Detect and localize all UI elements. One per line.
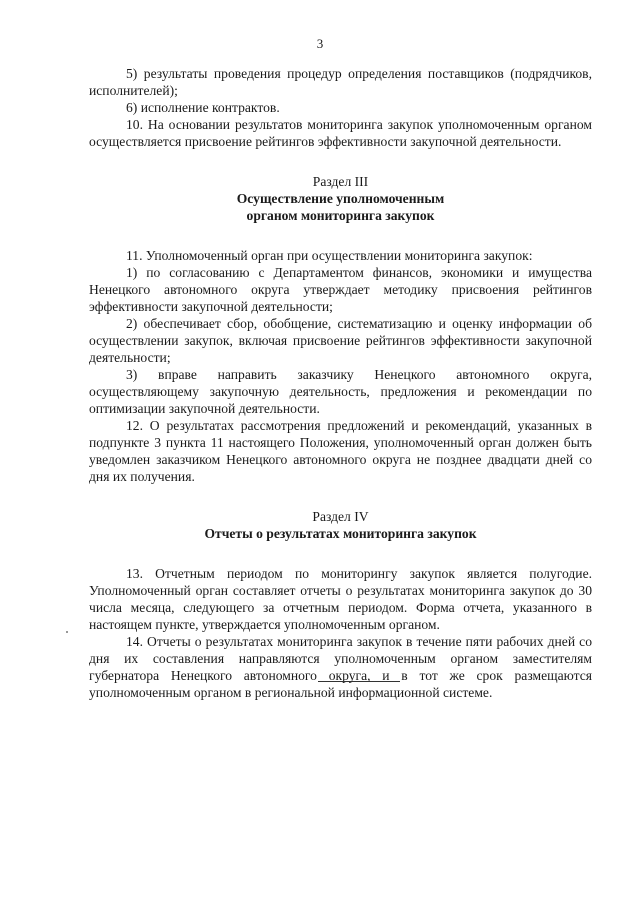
- spacer: [89, 150, 592, 173]
- spacer: [89, 224, 592, 247]
- section-heading: Отчеты о результатах мониторинга закупок: [204, 526, 477, 541]
- paragraph: 10. На основании результатов мониторинга закупок уполномоченным органом осуществляется присвоение рейтингов эффективности закупочной деятельности.: [89, 117, 592, 149]
- list-item: 3) вправе направить заказчику Ненецкого автономного округа, осуществляющему закупочную деятельность, предложения и рекомендации по оптимизации закупочной деятельности.: [89, 367, 592, 416]
- paragraph: 13. Отчетным периодом по мониторингу закупок является полугодие. Уполномоченный орган составляет отчеты о результатах мониторинга закупок до 30 числа месяца, следующего за отчетным периодом. Форма отчета, указанного в настоящем пункте, утверждается уполномоченным органом.: [89, 566, 592, 632]
- margin-mark: [66, 631, 68, 633]
- page-number: 3: [316, 36, 324, 51]
- section-heading: органом мониторинга закупок: [246, 208, 435, 223]
- section-label: Раздел III: [312, 174, 369, 189]
- spacer: [89, 485, 592, 508]
- paragraph: 14. Отчеты о результатах мониторинга закупок в течение пяти рабочих дней со дня их составления направляются уполномоченным органом заместителям губернатора Ненецкого автономного округа, и в тот же срок размещаются уполномоченным органом в региональной информационной системе.: [89, 634, 592, 700]
- spacer: [89, 542, 592, 565]
- list-item: 6) исполнение контрактов.: [126, 100, 280, 115]
- list-item: 2) обеспечивает сбор, обобщение, систематизацию и оценку информации об осуществлении закупок, включая присвоение рейтингов эффективности закупочной деятельности;: [89, 316, 592, 365]
- list-item: 5) результаты проведения процедур определения поставщиков (подрядчиков, исполнителей);: [89, 66, 592, 98]
- section-heading: Осуществление уполномоченным: [236, 191, 445, 206]
- section-label: Раздел IV: [312, 509, 369, 524]
- paragraph: 11. Уполномоченный орган при осуществлении мониторинга закупок:: [126, 248, 533, 263]
- end-rule: [318, 681, 400, 682]
- paragraph: 12. О результатах рассмотрения предложений и рекомендаций, указанных в подпункте 3 пункта 11 настоящего Положения, уполномоченный орган должен быть уведомлен заказчиком Ненецкого автономного округа не позднее двадцати дней со дня их получения.: [89, 418, 592, 484]
- document-body: [89, 65, 592, 701]
- list-item: 1) по согласованию с Департаментом финансов, экономики и имущества Ненецкого автономного округа утверждает методику присвоения рейтингов эффективности закупочной деятельности;: [89, 265, 592, 314]
